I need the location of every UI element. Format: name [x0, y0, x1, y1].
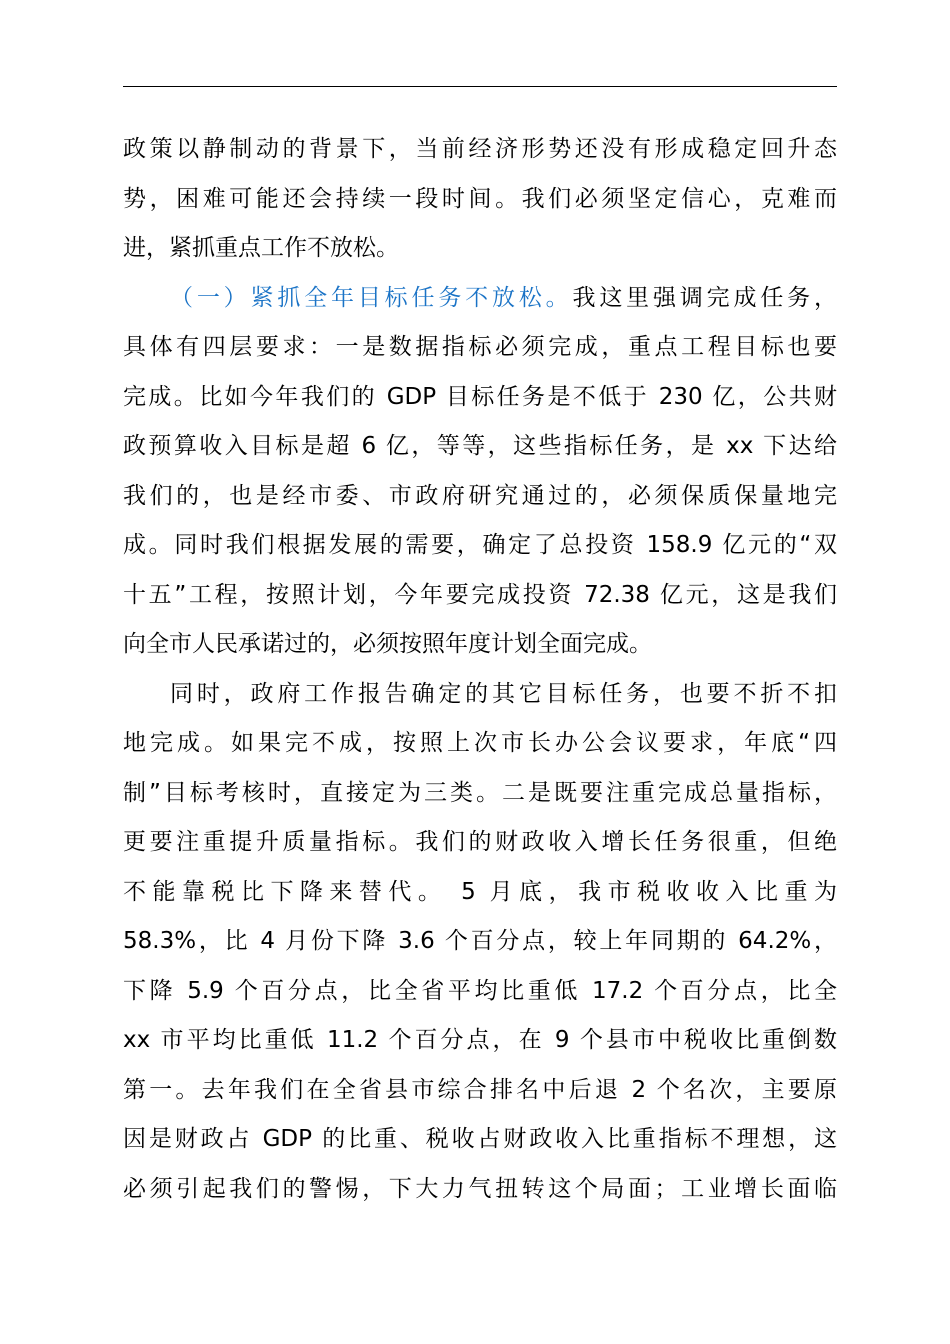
text-line: 成。同时我们根据发展的需要，确定了总投资 158.9 亿元的“双	[123, 532, 837, 558]
text-line: 更要注重提升质量指标。我们的财政收入增长任务很重，但绝	[123, 829, 837, 855]
header-rule	[123, 86, 837, 87]
text-line: 进，紧抓重点工作不放松。	[123, 235, 399, 261]
paragraph-2	[123, 274, 837, 670]
document-body	[123, 125, 837, 1214]
text-line: xx 市平均比重低 11.2 个百分点，在 9 个县市中税收比重倒数	[123, 1027, 837, 1053]
text-line: 向全市人民承诺过的，必须按照年度计划全面完成。	[123, 631, 652, 657]
text-line: 第一。去年我们在全省县市综合排名中后退 2 个名次，主要原	[123, 1076, 837, 1103]
text-line: 下降 5.9 个百分点，比全省平均比重低 17.2 个百分点，比全	[123, 977, 837, 1004]
text-line: 同时，政府工作报告确定的其它目标任务，也要不折不扣	[170, 680, 837, 707]
text-line: 势，困难可能还会持续一段时间。我们必须坚定信心，克难而	[123, 185, 837, 212]
heading-line-rest: 我这里强调完成任务，	[572, 284, 837, 311]
text-line: 地完成。如果完不成，按照上次市长办公会议要求，年底“四	[123, 730, 837, 756]
text-line: 必须引起我们的警惕，下大力气扭转这个局面；工业增长面临	[123, 1175, 837, 1202]
text-line: 具体有四层要求：一是数据指标必须完成，重点工程目标也要	[123, 334, 837, 360]
text-line: 十五”工程，按照计划，今年要完成投资 72.38 亿元，这是我们	[123, 581, 837, 608]
text-line: 政预算收入目标是超 6 亿，等等，这些指标任务，是 xx 下达给	[123, 433, 837, 459]
text-line: 58.3%，比 4 月份下降 3.6 个百分点，较上年同期的 64.2%，	[123, 928, 837, 954]
text-line: 制”目标考核时，直接定为三类。二是既要注重完成总量指标，	[123, 779, 837, 806]
text-line-with-heading	[123, 274, 837, 324]
section-heading: （一）紧抓全年目标任务不放松。	[170, 284, 573, 311]
text-line: 不能靠税比下降来替代。 5 月底，我市税收收入比重为	[123, 878, 837, 905]
text-line: 因是财政占 GDP 的比重、税收占财政收入比重指标不理想，这	[123, 1126, 837, 1152]
text-line: 完成。比如今年我们的 GDP 目标任务是不低于 230 亿，公共财	[123, 383, 837, 410]
paragraph-3	[123, 670, 837, 1215]
text-line: 政策以静制动的背景下，当前经济形势还没有形成稳定回升态	[123, 136, 837, 162]
paragraph-1	[123, 125, 837, 274]
text-line: 我们的，也是经市委、市政府研究通过的，必须保质保量地完	[123, 482, 837, 509]
